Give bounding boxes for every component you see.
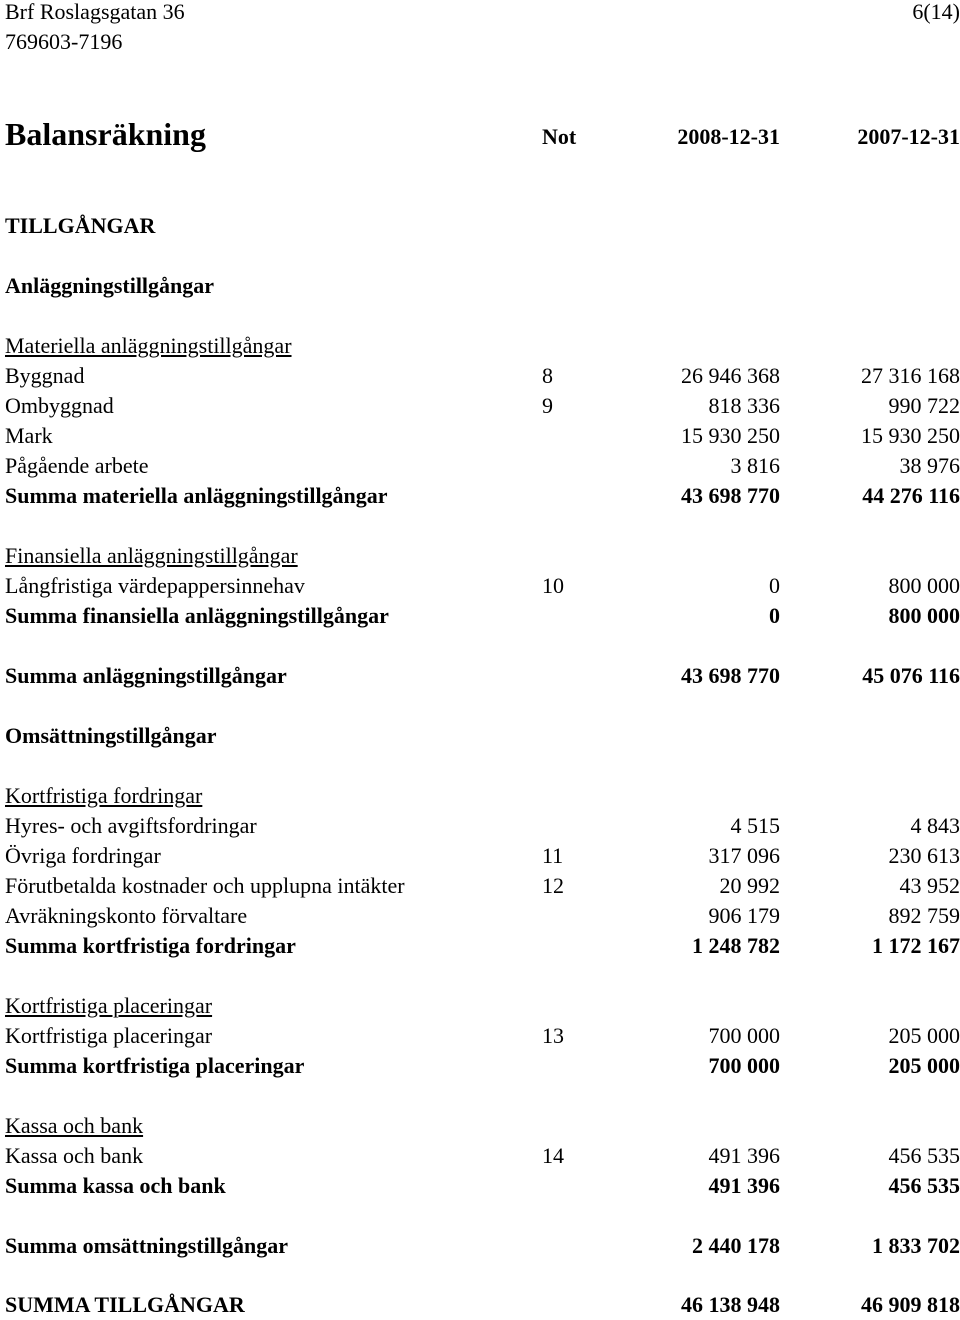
table-row [0, 1141, 960, 1171]
table-row [0, 811, 960, 841]
row-value-previous: 456 535 [889, 1171, 960, 1201]
row-value-previous: 38 976 [900, 451, 960, 481]
row-label: Summa materiella anläggningstillgångar [5, 481, 388, 511]
row-value-previous: 892 759 [889, 901, 960, 931]
subtotal-row [0, 1051, 960, 1081]
row-value-current: 818 336 [709, 391, 781, 421]
row-value-current: 4 515 [731, 811, 781, 841]
row-label: Summa finansiella anläggningstillgångar [5, 601, 389, 631]
column-header-note: Not [542, 123, 576, 151]
row-value-current: 700 000 [709, 1051, 781, 1081]
row-value-current: 46 138 948 [681, 1290, 780, 1320]
company-name: Brf Roslagsgatan 36 [5, 0, 185, 24]
row-value-previous: 43 952 [900, 871, 960, 901]
table-row [0, 421, 960, 451]
row-value-current: 317 096 [709, 841, 781, 871]
row-label: Kassa och bank [5, 1141, 143, 1171]
row-label: Kortfristiga fordringar [5, 781, 202, 811]
row-value-current: 26 946 368 [681, 361, 780, 391]
row-value-previous: 15 930 250 [861, 421, 960, 451]
row-label: Finansiella anläggningstillgångar [5, 541, 298, 571]
row-value-previous: 230 613 [889, 841, 960, 871]
row-label: Summa kortfristiga placeringar [5, 1051, 304, 1081]
row-label: Förutbetalda kostnader och upplupna intäkter [5, 871, 405, 901]
row-value-current: 906 179 [709, 901, 781, 931]
row-note: 13 [542, 1021, 564, 1051]
row-value-previous: 1 172 167 [872, 931, 960, 961]
page-number: 6(14) [912, 0, 960, 24]
table-row [0, 871, 960, 901]
row-label: Kortfristiga placeringar [5, 1021, 212, 1051]
row-label: Kassa och bank [5, 1111, 143, 1141]
row-note: 12 [542, 871, 564, 901]
row-value-current: 0 [769, 571, 780, 601]
table-row [0, 451, 960, 481]
section-heading-current-assets [0, 721, 960, 751]
row-note: 10 [542, 571, 564, 601]
document-title: Balansräkning [5, 116, 206, 152]
row-label: Hyres- och avgiftsfordringar [5, 811, 257, 841]
row-value-current: 2 440 178 [692, 1231, 780, 1261]
table-row [0, 901, 960, 931]
row-label: Pågående arbete [5, 451, 149, 481]
subsection-heading [0, 991, 960, 1021]
row-value-previous: 990 722 [889, 391, 960, 421]
subtotal-row [0, 1171, 960, 1201]
row-note: 8 [542, 361, 553, 391]
row-label: Omsättningstillgångar [5, 721, 216, 751]
total-row [0, 1231, 960, 1261]
total-row [0, 661, 960, 691]
subtotal-row [0, 481, 960, 511]
row-label: Övriga fordringar [5, 841, 161, 871]
row-value-current: 43 698 770 [681, 481, 780, 511]
row-value-previous: 46 909 818 [861, 1290, 960, 1320]
row-value-previous: 27 316 168 [861, 361, 960, 391]
row-value-previous: 205 000 [889, 1021, 960, 1051]
row-label: TILLGÅNGAR [5, 211, 155, 241]
row-value-current: 700 000 [709, 1021, 781, 1051]
row-label: Kortfristiga placeringar [5, 991, 212, 1021]
row-value-current: 20 992 [720, 871, 781, 901]
row-value-current: 0 [769, 601, 780, 631]
row-note: 11 [542, 841, 563, 871]
org-number: 769603-7196 [5, 30, 122, 54]
table-row [0, 1021, 960, 1051]
row-value-current: 43 698 770 [681, 661, 780, 691]
row-value-current: 491 396 [709, 1171, 781, 1201]
row-label: Avräkningskonto förvaltare [5, 901, 247, 931]
row-label: Summa anläggningstillgångar [5, 661, 287, 691]
row-label: Ombyggnad [5, 391, 114, 421]
row-label: Summa omsättningstillgångar [5, 1231, 288, 1261]
table-row [0, 391, 960, 421]
row-value-previous: 45 076 116 [862, 661, 960, 691]
row-label: Byggnad [5, 361, 84, 391]
row-label: Anläggningstillgångar [5, 271, 214, 301]
row-note: 14 [542, 1141, 564, 1171]
row-value-previous: 800 000 [889, 571, 960, 601]
row-value-previous: 456 535 [889, 1141, 960, 1171]
row-value-current: 3 816 [731, 451, 781, 481]
subsection-heading [0, 781, 960, 811]
row-label: Summa kortfristiga fordringar [5, 931, 296, 961]
row-value-previous: 205 000 [889, 1051, 960, 1081]
section-heading-fixed-assets [0, 271, 960, 301]
row-value-previous: 4 843 [911, 811, 960, 841]
section-heading-assets [0, 211, 960, 241]
row-label: Materiella anläggningstillgångar [5, 331, 292, 361]
row-value-previous: 44 276 116 [862, 481, 960, 511]
subsection-heading [0, 331, 960, 361]
row-label: Långfristiga värdepappersinnehav [5, 571, 305, 601]
row-value-previous: 800 000 [889, 601, 960, 631]
row-note: 9 [542, 391, 553, 421]
row-value-previous: 1 833 702 [872, 1231, 960, 1261]
row-label: SUMMA TILLGÅNGAR [5, 1290, 245, 1320]
row-value-current: 15 930 250 [681, 421, 780, 451]
table-row [0, 361, 960, 391]
row-value-current: 491 396 [709, 1141, 781, 1171]
row-label: Mark [5, 421, 53, 451]
column-header-previous-year: 2007-12-31 [857, 123, 960, 151]
table-row [0, 571, 960, 601]
subtotal-row [0, 601, 960, 631]
table-row [0, 841, 960, 871]
row-value-current: 1 248 782 [692, 931, 780, 961]
subsection-heading [0, 1111, 960, 1141]
subsection-heading [0, 541, 960, 571]
subtotal-row [0, 931, 960, 961]
column-header-current-year: 2008-12-31 [677, 123, 780, 151]
row-label: Summa kassa och bank [5, 1171, 226, 1201]
